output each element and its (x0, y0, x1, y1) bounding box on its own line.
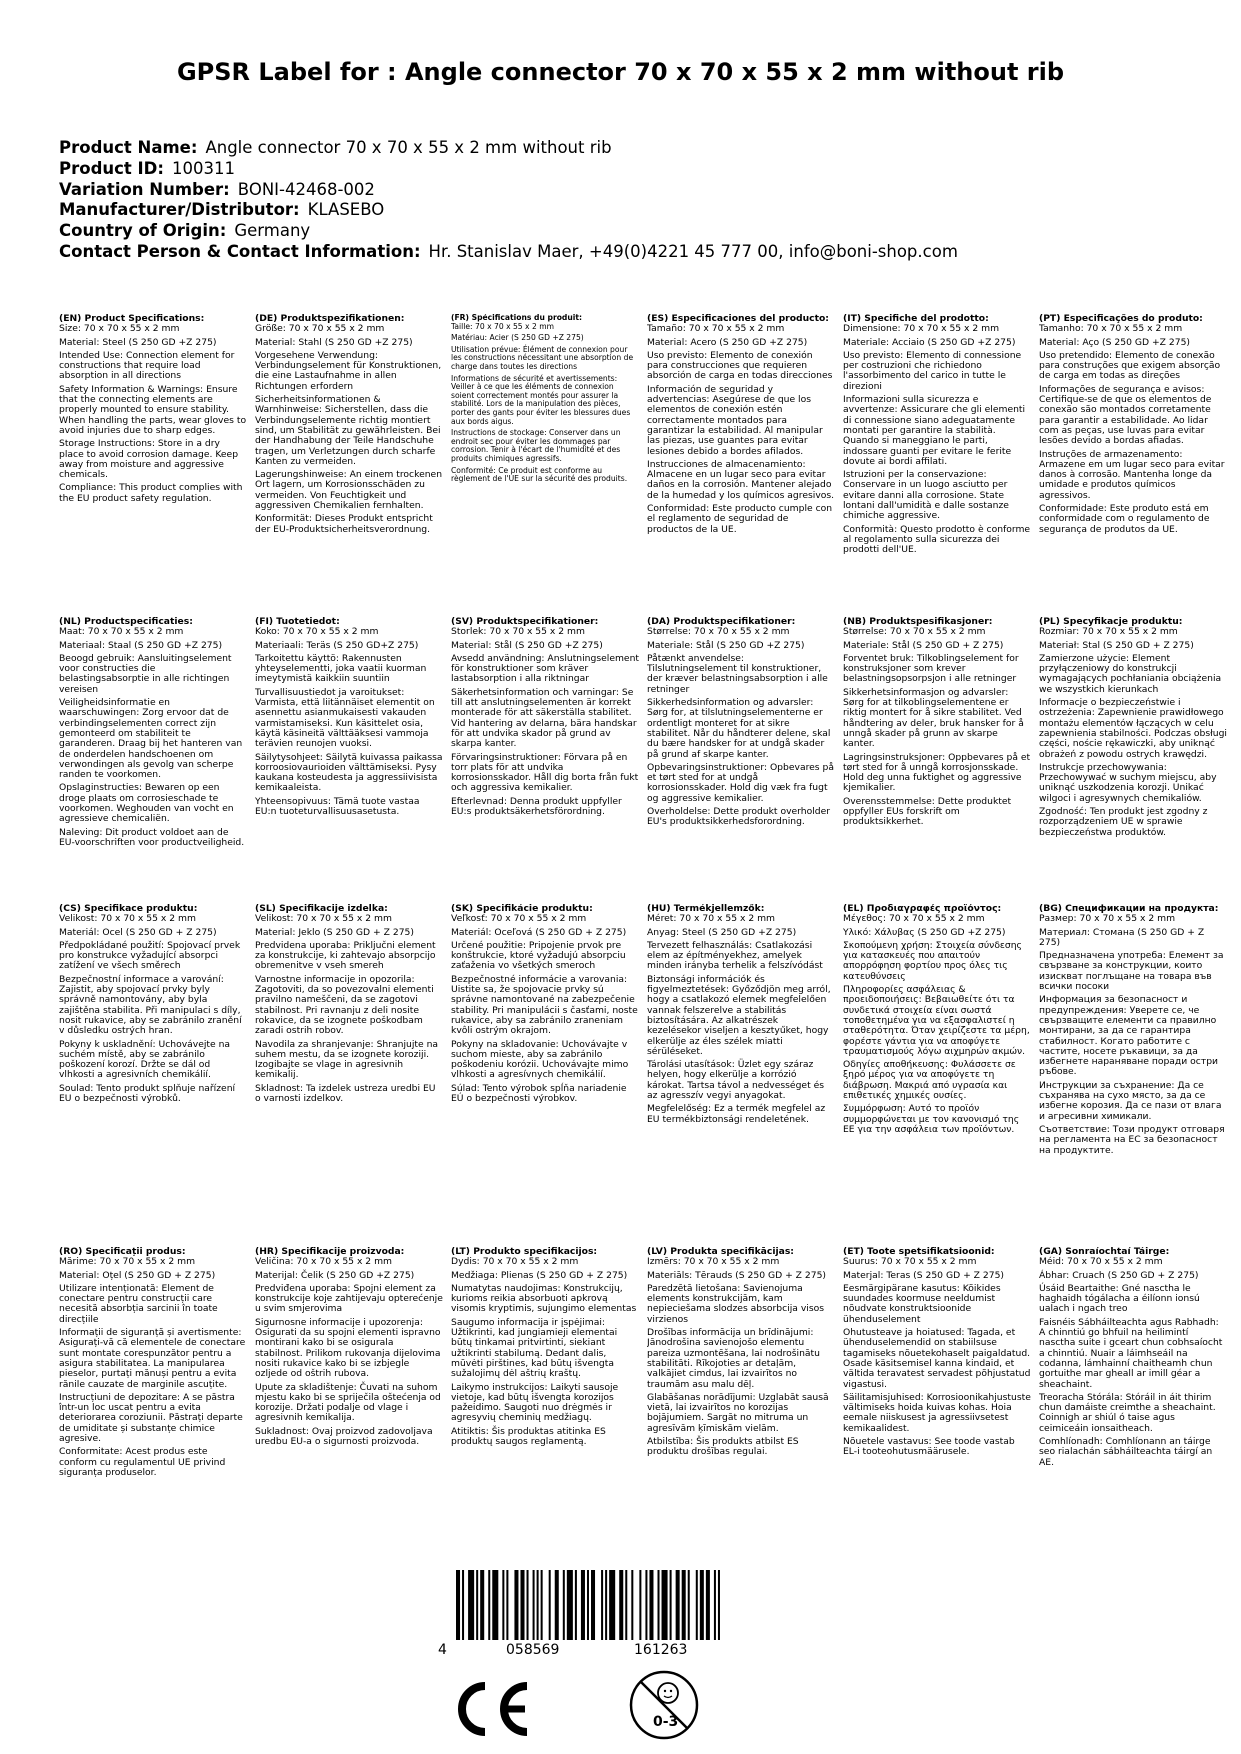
spec-paragraph: Material: Aço (S 250 GD +Z 275) (1039, 336, 1190, 348)
spec-paragraph: Material: Jeklo (S 250 GD + Z 275) (255, 926, 414, 938)
barcode-bar (649, 1570, 653, 1640)
spec-heading: (DA) Produktspecifikationer: (647, 617, 796, 627)
spec-block-sl (255, 904, 443, 1244)
barcode-bars (456, 1570, 724, 1640)
spec-paragraph: Size: 70 x 70 x 55 x 2 mm (59, 323, 180, 335)
info-label: Variation Number: (59, 179, 230, 199)
spec-paragraph: Určené použitie: Pripojenie prvok pre konštrukcie, ktoré vyžadujú absorpciu zaťaženia vo všetkých smeroch (451, 939, 626, 972)
spec-paragraph: Información de seguridad y advertencias: Asegúrese de que los elementos de conexión estén correctamente montados para garantizar la estabilidad. Al manipular las piezas, use guantes para evitar lesiones debido a bordes afilados. (647, 383, 823, 457)
spec-paragraph: Zamierzone użycie: Element przyłączeniowy do konstrukcji wymagających pochłaniania obciążenia we wszystkich kierunkach (1039, 652, 1222, 695)
ce-mark-icon (455, 1680, 533, 1738)
spec-block-lv (647, 1247, 835, 1557)
spec-paragraph: Lagringsinstruksjoner: Oppbevares på et tørt sted for å unngå korrosjonsskade. Hold deg unna fuktighet og aggressive kjemikalier. (843, 751, 1031, 794)
spec-paragraph: Instruções de armazenamento: Armazene em um lugar seco para evitar danos à corrosão. Mantenha longe da umidade e produtos químicos agressivos. (1039, 448, 1225, 501)
spec-heading: (SV) Produktspecifikationer: (451, 617, 599, 627)
spec-paragraph: Dydis: 70 x 70 x 55 x 2 mm (451, 1256, 579, 1268)
spec-paragraph: Storage Instructions: Store in a dry place to avoid corrosion damage. Keep away from moisture and aggressive chemicals. (59, 438, 239, 481)
info-value: KLASEBO (307, 200, 385, 220)
spec-paragraph: Säilitamisjuhised: Korrosioonikahjustuste vältimiseks hoida kuivas kohas. Hoia eemale niiskusest ja agressiivsetest kemikaalidest. (843, 1391, 1031, 1434)
spec-paragraph: Eesmärgipärane kasutus: Kõikides suundades koormuse neeldumist nõudvate konstruktsioonide ühenduselement (843, 1282, 1001, 1325)
barcode-bar (480, 1570, 484, 1640)
spec-paragraph: Atbilstība: Šis produkts atbilst ES produktu drošības regulai. (647, 1436, 799, 1458)
info-value: Angle connector 70 x 70 x 55 x 2 mm without rib (205, 138, 612, 157)
barcode-bar (492, 1570, 498, 1640)
spec-heading: (BG) Спецификации на продукта: (1039, 904, 1219, 914)
spec-paragraph: Größe: 70 x 70 x 55 x 2 mm (255, 323, 385, 335)
spec-paragraph: Anyag: Steel (S 250 GD +Z 275) (647, 926, 797, 938)
spec-paragraph: Съответствие: Този продукт отговаря на регламента на ЕС за безопасност на продуктите. (1039, 1123, 1225, 1156)
spec-paragraph: Istruzioni per la conservazione: Conservare in un luogo asciutto per evitare danni alla corrosione. State lontani dall'umidità e dalle sostanze chimiche aggressive. (843, 469, 1009, 522)
spec-paragraph: Overholdelse: Dette produkt overholder EU's produktsikkerhedsforordning. (647, 806, 831, 828)
spec-paragraph: Materiaal: Staal (S 250 GD +Z 275) (59, 639, 223, 651)
barcode-bar (567, 1570, 573, 1640)
barcode-digit-prefix: 4 (438, 1642, 447, 1658)
barcode-bar (520, 1570, 524, 1640)
spec-heading: (LT) Produkto specifikacijos: (451, 1247, 598, 1257)
spec-paragraph: Mărime: 70 x 70 x 55 x 2 mm (59, 1256, 196, 1268)
spec-block-fi (255, 617, 443, 901)
spec-paragraph: Vorgesehene Verwendung: Verbindungselement für Konstruktionen, die eine Lastaufnahme in allen Richtungen erfordern (255, 349, 442, 392)
spec-paragraph: Drošības informācija un brīdinājumi: Jānodrošina savienojošo elementu pareiza uzmontēšana, lai nodrošinātu stabilitāti. Rīkojoties ar detaļām, valkājiet cimdus, lai izvairītos no traumām asu malu dēļ. (647, 1327, 820, 1390)
spec-heading: (CS) Specifikace produktu: (59, 904, 198, 914)
spec-heading: (EN) Product Specifications: (59, 314, 205, 324)
age-label: 0-3 (653, 1714, 679, 1730)
spec-paragraph: Předpokládané použití: Spojovací prvek pro konstrukce vyžadující absorpci zatížení ve všech směrech (59, 939, 241, 972)
barcode-bar (631, 1570, 633, 1640)
spec-paragraph: Material: Acero (S 250 GD +Z 275) (647, 336, 808, 348)
spec-paragraph: Velikost: 70 x 70 x 55 x 2 mm (255, 913, 392, 925)
spec-paragraph: Treoracha Stórála: Stóráil in áit thirim chun damáiste creimthe a sheachaint. Coinnigh ar shiúl ó taise agus ceimiceáin ionsaitheach. (1039, 1391, 1216, 1434)
spec-paragraph: Sigurnosne informacije i upozorenja: Osigurati da su spojni elementi ispravno montirani kako bi se osigurala stabilnost. Prilikom rukovanja dijelovima nositi rukavice kako bi se izbjegle ozljede od oštrih rubova. (255, 1316, 441, 1380)
spec-heading: (NL) Productspecificaties: (59, 617, 193, 627)
barcode-bar (555, 1570, 559, 1640)
spec-heading: (LV) Produkta specifikācijas: (647, 1247, 794, 1257)
spec-paragraph: Safety Information & Warnings: Ensure that the connecting elements are properly mounted to ensure stability. When handling the parts, wear gloves to avoid injuries due to sharp edges. (59, 383, 247, 436)
spec-paragraph: Zgodność: Ten produkt jest zgodny z rozporządzeniem UE w sprawie bezpieczeństwa produktów. (1039, 806, 1208, 838)
spec-heading: (GA) Sonraíochtaí Táirge: (1039, 1247, 1170, 1257)
spec-heading: (PL) Specyfikacje produktu: (1039, 617, 1183, 627)
spec-paragraph: Intended Use: Connection element for constructions that require load absorption in all directions (59, 349, 235, 382)
spec-paragraph: Ábhar: Cruach (S 250 GD + Z 275) (1039, 1269, 1199, 1281)
spec-paragraph: Veiligheidsinformatie en waarschuwingen: Zorg ervoor dat de verbindingselementen correct zijn gemonteerd om stabiliteit te garanderen. Draag bij het hanteren van de onderdelen handschoenen om verwondingen als gevolg van scherpe randen te voorkomen. (59, 697, 243, 781)
spec-paragraph: Πληροφορίες ασφάλειας & προειδοποιήσεις: Βεβαιωθείτε ότι τα συνδετικά στοιχεία είναι σωστά τοποθετημένα για να εξασφαλιστεί η σταθερότητα. Όταν χειρίζεστε τα μέρη, φορέστε γάντια για να αποφύγετε τραυματισμούς λόγω αιχμηρών ακμών. (843, 984, 1030, 1057)
spec-block-pt (1039, 314, 1227, 614)
spec-paragraph: Предназначена употреба: Елемент за свързване за конструкции, които изискват поглъщане на товара във всички посоки (1039, 950, 1224, 993)
spec-paragraph: Medžiaga: Plienas (S 250 GD + Z 275) (451, 1269, 628, 1281)
spec-paragraph: Säilytysohjeet: Säilytä kuivassa paikassa korroosiovaurioiden välttämiseksi. Pysy kaukana kosteudesta ja aggressiivisista kemikaaleista. (255, 751, 443, 794)
spec-paragraph: Laikymo instrukcijos: Laikyti sausoje vietoje, kad būtų išvengta korozijos pažeidimo. Saugoti nuo drėgmės ir agresyvių cheminių medžiagų. (451, 1381, 619, 1424)
spec-paragraph: Izmērs: 70 x 70 x 55 x 2 mm (647, 1256, 780, 1268)
info-value: BONI-42468-002 (237, 179, 375, 199)
spec-paragraph: Informations de sécurité et avertissements: Veiller à ce que les éléments de connexion soient correctement montés pour assurer la stabilité. Lors de la manipulation des pièces, porter des gants pour éviter les blessures dues aux bords aigus. (451, 373, 631, 426)
spec-paragraph: Tarkoitettu käyttö: Rakennusten yhteyselementti, joka vaatii kuorman imeytymistä kaikkiin suuntiin (255, 652, 427, 685)
spec-paragraph: Opbevaringsinstruktioner: Opbevares på et tørt sted for at undgå korrosionsskader. Hold dig væk fra fugt og aggressive kemikalier. (647, 761, 834, 804)
spec-paragraph: Beoogd gebruik: Aansluitingselement voor constructies die belastingsabsorptie in alle richtingen vereisen (59, 652, 232, 695)
spec-heading: (IT) Specifiche del prodotto: (843, 314, 989, 324)
spec-paragraph: Conformité: Ce produit est conforme au règlement de l'UE sur la sécurité des produits. (451, 465, 628, 484)
spec-heading: (ES) Especificaciones del producto: (647, 314, 829, 324)
barcode-bar (591, 1570, 595, 1640)
spec-paragraph: Säkerhetsinformation och varningar: Se till att anslutningselementen är korrekt monterade för att säkerställa stabilitet. Vid hantering av delarna, bära handskar för att undvika skador på grund av skarpa kanter. (451, 686, 637, 750)
spec-paragraph: Veličina: 70 x 70 x 55 x 2 mm (255, 1256, 392, 1268)
spec-paragraph: Tamaño: 70 x 70 x 55 x 2 mm (647, 323, 785, 335)
info-value: 100311 (171, 158, 235, 178)
info-row (59, 200, 1189, 221)
info-label: Product Name: (59, 138, 198, 157)
spec-paragraph: Tervezett felhasználás: Csatlakozási elem az építményekhez, amelyek minden irányba terhelik a felszívódást (647, 939, 823, 972)
spec-block-pl (1039, 617, 1227, 901)
not-for-children-icon (628, 1669, 700, 1741)
spec-paragraph: Naleving: Dit product voldoet aan de EU-voorschriften voor productveiligheid. (59, 826, 245, 848)
spec-block-it (843, 314, 1031, 614)
spec-heading: (PT) Especificações do produto: (1039, 314, 1203, 324)
product-info (59, 138, 1189, 263)
spec-paragraph: Conformidade: Este produto está em conformidade com o regulamento de segurança de produtos da UE. (1039, 503, 1210, 535)
barcode-bar (609, 1570, 615, 1640)
spec-paragraph: Pokyny na skladovanie: Uchovávajte v suchom mieste, aby sa zabránilo poškodeniu korózii. Uchovávajte mimo vlhkosti a agresívnych chemikálií. (451, 1038, 629, 1081)
info-row (59, 221, 1189, 242)
spec-paragraph: Skladnost: Ta izdelek ustreza uredbi EU o varnosti izdelkov. (255, 1082, 436, 1105)
spec-paragraph: Инструкции за съхранение: Да се съхранява на сухо място, за да се избегне корозия. Да се пази от влага и агресивни химикали. (1039, 1079, 1222, 1122)
barcode-bar (533, 1570, 535, 1640)
barcode-bar (476, 1570, 478, 1640)
barcode-bar (662, 1570, 668, 1640)
spec-paragraph: Uso previsto: Elemento di connessione per costruzioni che richiedono l'assorbimento del carico in tutte le direzioni (843, 349, 1022, 392)
spec-heading: (HU) Termékjellemzők: (647, 904, 765, 914)
spec-paragraph: Informații de siguranță și avertismente: Asigurați-vă că elementele de conectare sunt montate corespunzător pentru a asigura stabilitatea. La manipularea pieselor, purtați mănuși pentru a evita rănile cauzate de marginile ascuțite. (59, 1327, 246, 1390)
spec-paragraph: Συμμόρφωση: Αυτό το προϊόν συμμορφώνεται με τον κανονισμό της ΕΕ για την ασφάλεια των προϊόντων. (843, 1103, 1020, 1135)
barcode-bar (462, 1570, 464, 1640)
spec-paragraph: Uso previsto: Elemento de conexión para construcciones que requieren absorción de carga en todas direcciones (647, 349, 833, 382)
barcode-bar (549, 1570, 551, 1640)
barcode (438, 1570, 738, 1662)
spec-paragraph: Οδηγίες αποθήκευσης: Φυλάσσετε σε ξηρό μέρος για να αποφύγετε τη διάβρωση. Μακριά από υγρασία και επιθετικές χημικές ουσίες. (843, 1059, 1016, 1102)
spec-paragraph: Faisnéis Sábháilteachta agus Rabhadh: A chinntiú go bhfuil na heilimintí nasctha suite i gceart chun cobhsaíocht a chinntiú. Nuair a láimhseáil na codanna, lámhainní chaitheamh chun gortuithe mar gheall ar imill géar a sheachaint. (1039, 1316, 1223, 1390)
spec-paragraph: Materiāls: Tērauds (S 250 GD + Z 275) (647, 1269, 827, 1281)
spec-paragraph: Sikkerhetsinformasjon og advarsler: Sørg for at tilkoblingselementene er riktig montert for å sikre stabilitet. Ved håndtering av deler, bruk hansker for å unngå skader på grunn av skarpe kanter. (843, 686, 1024, 750)
spec-paragraph: Materiale: Stål (S 250 GD +Z 275) (647, 639, 805, 651)
spec-block-de (255, 314, 443, 614)
barcode-bar (696, 1570, 698, 1640)
spec-paragraph: Materiał: Stal (S 250 GD + Z 275) (1039, 639, 1194, 651)
barcode-bar (502, 1570, 504, 1640)
spec-paragraph: Material: Oțel (S 250 GD + Z 275) (59, 1269, 216, 1281)
spec-paragraph: Saugumo informacija ir įspėjimai: Užtikrinti, kad jungiamieji elementai būtų tinkamai pritvirtinti, siekiant užtikrinti stabilumą. Dedant dalis, mūvėti pirštines, kad būtų išvengta sužalojimų dėl aštrių kraštų. (451, 1316, 618, 1380)
barcode-bar (718, 1570, 720, 1640)
barcode-bar (488, 1570, 490, 1640)
spec-paragraph: Upute za skladištenje: Čuvati na suhom mjestu kako bi se spriječila oštećenja od korozije. Držati podalje od vlage i agresivnih kemikalija. (255, 1381, 441, 1424)
info-row (59, 159, 1189, 180)
spec-paragraph: Ohutusteave ja hoiatused: Tagada, et ühenduselemendid on stabiilsuse tagamiseks nõuetekohaselt paigaldatud. Osade käsitsemisel kanna kindaid, et vältida teravatest servadest põhjustatud vigastusi. (843, 1327, 1031, 1390)
barcode-bar (700, 1570, 704, 1640)
spec-paragraph: Compliance: This product complies with the EU product safety regulation. (59, 482, 243, 504)
spec-heading: (HR) Specifikacije proizvoda: (255, 1247, 405, 1257)
barcode-bar (676, 1570, 680, 1640)
spec-paragraph: Informazioni sulla sicurezza e avvertenze: Assicurare che gli elementi di connessione siano adeguatamente montati per garantire la stabilità. Quando si maneggiano le parti, indossare guanti per evitare le ferite dovute ai bordi affilati. (843, 394, 1026, 467)
barcode-bar (468, 1570, 474, 1640)
info-label: Country of Origin: (59, 221, 227, 241)
spec-paragraph: Размер: 70 x 70 x 55 x 2 mm (1039, 913, 1176, 925)
spec-heading: (EL) Προδιαγραφές προϊόντος: (843, 904, 1002, 914)
spec-paragraph: Yhteensopivuus: Tämä tuote vastaa EU:n tuoteturvallisuusasetusta. (255, 795, 420, 818)
barcode-bar (605, 1570, 607, 1640)
barcode-bar (639, 1570, 641, 1640)
spec-paragraph: Predvidena uporaba: Priključni element za konstrukcije, ki zahtevajo absorpcijo obremenitve v vseh smereh (255, 939, 436, 972)
spec-paragraph: Conformidad: Este producto cumple con el reglamento de seguridad de productos de la UE. (647, 503, 833, 535)
barcode-bar (688, 1570, 690, 1640)
spec-paragraph: Storlek: 70 x 70 x 55 x 2 mm (451, 626, 585, 638)
spec-paragraph: Instructions de stockage: Conserver dans un endroit sec pour éviter les dommages par corrosion. Tenir à l'écart de l'humidité et des produits chimiques agressifs. (451, 428, 621, 463)
spec-block-nl (59, 617, 247, 901)
spec-block-es (647, 314, 835, 614)
spec-paragraph: Förvaringsinstruktioner: Förvara på en torr plats för att undvika korrosionsskador. Håll dig borta från fukt och aggressiva kemikalier. (451, 751, 639, 794)
spec-paragraph: Påtænkt anvendelse: Tilslutningselement til konstruktioner, der kræver belastningsabsorption i alle retninger (647, 652, 828, 695)
spec-block-sv (451, 617, 639, 901)
spec-paragraph: Sicherheitsinformationen & Warnhinweise: Sicherstellen, dass die Verbindungselemente richtig montiert sind, um Stabilität zu gewährleisten. Bei der Handhabung der Teile Handschuhe tragen, um Verletzungen durch scharfe Kanten zu vermeiden. (255, 394, 441, 467)
spec-paragraph: Størrelse: 70 x 70 x 55 x 2 mm (843, 626, 986, 638)
spec-paragraph: Súlad: Tento výrobok spĺňa nariadenie EÚ o bezpečnosti výrobkov. (451, 1082, 627, 1105)
spec-paragraph: Tamanho: 70 x 70 x 55 x 2 mm (1039, 323, 1183, 335)
spec-block-bg (1039, 904, 1227, 1244)
barcode-digits-right: 161263 (634, 1642, 688, 1658)
spec-paragraph: Conformità: Questo prodotto è conforme al regolamento sulla sicurezza dei prodotti dell'UE. (843, 523, 1031, 556)
spec-paragraph: Varnostne informacije in opozorila: Zagotoviti, da so povezovalni elementi pravilno nameščeni, da se zagotovi stabilnost. Pri ravnanju z deli nosite rokavice, da se izognete poškodbam zaradi ostrih robov. (255, 973, 434, 1037)
spec-block-sk (451, 904, 639, 1244)
spec-paragraph: Glabāšanas norādījumi: Uzglabāt sausā vietā, lai izvairītos no korozijas bojājumiem. Sargāt no mitruma un agresīvām ķīmiskām vielām. (647, 1391, 829, 1434)
spec-paragraph: Informações de segurança e avisos: Certifique-se de que os elementos de conexão são montados corretamente para garantir a estabilidade. Ao lidar com as peças, use luvas para evitar lesões devido a bordas afiadas. (1039, 383, 1212, 447)
info-row (59, 180, 1189, 201)
spec-block-hu (647, 904, 835, 1244)
spec-block-ro (59, 1247, 247, 1557)
spec-paragraph: Konformität: Dieses Produkt entspricht der EU-Produktsicherheitsverordnung. (255, 513, 433, 535)
spec-paragraph: Materiale: Acciaio (S 250 GD +Z 275) (843, 336, 1016, 348)
spec-paragraph: Utilizare intenționată: Element de conectare pentru construcții care necesită absorbția sarcinii în toate direcțiile (59, 1282, 218, 1325)
barcode-digits-left: 058569 (506, 1642, 560, 1658)
spec-paragraph: Taille: 70 x 70 x 55 x 2 mm (451, 321, 555, 331)
spec-heading: (FR) Spécifications du produit: (451, 314, 583, 322)
spec-paragraph: Material: Stahl (S 250 GD +Z 275) (255, 336, 413, 348)
spec-paragraph: Nõuetele vastavus: See toode vastab EL-i tooteohutusmäärusele. (843, 1436, 1015, 1458)
spec-paragraph: Sikkerhedsinformation og advarsler: Sørg for, at tilslutningselementerne er ordentligt monteret for at sikre stabilitet. Når du håndterer delene, skal du bære handsker for at undgå skader på grund af skarpe kanter. (647, 697, 831, 760)
spec-heading: (SL) Specifikacije izdelka: (255, 904, 388, 914)
barcode-bar (658, 1570, 660, 1640)
spec-block-fr (451, 314, 639, 614)
spec-paragraph: Comhlíonadh: Comhlíonann an táirge seo rialachán sábháilteachta táirgí an AE. (1039, 1436, 1213, 1468)
spec-paragraph: Dimensione: 70 x 70 x 55 x 2 mm (843, 323, 1000, 335)
spec-paragraph: Avsedd användning: Anslutningselement för konstruktioner som kräver lastabsorption i alla riktningar (451, 652, 639, 685)
spec-paragraph: Instrukcje przechowywania: Przechowywać w suchym miejscu, aby uniknąć uszkodzenia korozji. Unikać wilgoci i agresywnych chemikaliów. (1039, 761, 1217, 804)
spec-paragraph: Instrucțiuni de depozitare: A se păstra într-un loc uscat pentru a evita deteriorarea coroziunii. Păstrați departe de umiditate și substanțe chimice agresive. (59, 1391, 243, 1445)
spec-heading: (ET) Toote spetsifikatsioonid: (843, 1247, 995, 1257)
barcode-bar (514, 1570, 518, 1640)
spec-paragraph: Méret: 70 x 70 x 55 x 2 mm (647, 913, 775, 925)
spec-paragraph: Matériau: Acier (S 250 GD +Z 275) (451, 333, 584, 343)
spec-block-nb (843, 617, 1031, 901)
spec-paragraph: Méid: 70 x 70 x 55 x 2 mm (1039, 1256, 1163, 1268)
spec-paragraph: Overensstemmelse: Dette produktet oppfyller EUs forskrift om produktsikkerhet. (843, 795, 1012, 828)
spec-paragraph: Turvallisuustiedot ja varoitukset: Varmista, että liitännäiset elementit on asennettu asianmukaisesti vakauden varmistamiseksi. Kun käsittelet osia, käytä käsineitä välttääksesi vammoja terävien reunojen vuoksi. (255, 686, 435, 750)
spec-heading: (RO) Specificații produs: (59, 1247, 186, 1257)
barcode-bar (601, 1570, 603, 1640)
spec-heading: (SK) Špecifikácie produktu: (451, 904, 593, 914)
spec-paragraph: Efterlevnad: Denna produkt uppfyller EU:s produktsäkerhetsförordning. (451, 795, 622, 818)
spec-paragraph: Materijal: Čelik (S 250 GD +Z 275) (255, 1269, 415, 1281)
spec-paragraph: Bezpečnostné informácie a varovania: Uistite sa, že spojovacie prvky sú správne namontované na zabezpečenie stability. Pri manipulácii s časťami, noste rukavice, aby sa zabránilo zraneniam kvôli ostrým okrajom. (451, 973, 638, 1037)
spec-block-cs (59, 904, 247, 1244)
spec-block-lt (451, 1247, 639, 1557)
spec-paragraph: Materiale: Stål (S 250 GD + Z 275) (843, 639, 1004, 651)
spec-paragraph: Opslaginstructies: Bewaren op een droge plaats om corrosieschade te voorkomen. Weghouden van vocht en agressieve chemicaliën. (59, 782, 234, 825)
spec-paragraph: Pokyny k uskladnění: Uchovávejte na suchém místě, aby se zabránilo poškození korozí. Držte se dál od vlhkosti a agresivních chemikálií. (59, 1038, 231, 1081)
page-title: GPSR Label for : Angle connector 70 x 70 x 55 x 2 mm without rib (176, 58, 1065, 86)
spec-paragraph: Utilisation prévue: Élément de connexion pour les constructions nécessitant une absorption de charge dans toutes les directions (451, 344, 634, 371)
spec-paragraph: Velikost: 70 x 70 x 55 x 2 mm (59, 913, 196, 925)
barcode-bar (537, 1570, 539, 1640)
barcode-bar (581, 1570, 585, 1640)
barcode-bar (625, 1570, 627, 1640)
spec-paragraph: Soulad: Tento produkt splňuje nařízení EU o bezpečnosti výrobků. (59, 1082, 236, 1105)
spec-paragraph: Materiál: Oceľová (S 250 GD + Z 275) (451, 926, 627, 938)
spec-paragraph: Материал: Стомана (S 250 GD + Z 275) (1039, 926, 1205, 948)
spec-paragraph: Material: Stål (S 250 GD +Z 275) (451, 639, 603, 651)
spec-block-et (843, 1247, 1031, 1557)
spec-paragraph: Materiál: Ocel (S 250 GD + Z 275) (59, 926, 217, 938)
spec-paragraph: Koko: 70 x 70 x 55 x 2 mm (255, 626, 379, 638)
spec-paragraph: Rozmiar: 70 x 70 x 55 x 2 mm (1039, 626, 1178, 638)
barcode-bar (619, 1570, 623, 1640)
spec-block-el (843, 904, 1031, 1244)
spec-paragraph: Materiaali: Teräs (S 250 GD+Z 275) (255, 639, 419, 651)
spec-paragraph: Atitiktis: Šis produktas atitinka ES produktų saugos reglamentą. (451, 1425, 606, 1448)
spec-paragraph: Lagerungshinweise: An einem trockenen Ort lagern, um Korrosionsschäden zu vermeiden. Von Feuchtigkeit und aggressiven Chemikalien fernhalten. (255, 469, 443, 512)
info-label: Product ID: (59, 158, 164, 178)
spec-paragraph: Megfelelőség: Ez a termék megfelel az EU termékbiztonsági rendeletének. (647, 1103, 826, 1125)
spec-paragraph: Информация за безопасност и предупреждения: Уверете се, че свързващите елементи са правилно монтирани, за да се гарантира стабилност. Когато работите с частите, носете ръкавици, за да избегнете нараняване поради остри ръбове. (1039, 994, 1219, 1078)
spec-paragraph: Suurus: 70 x 70 x 55 x 2 mm (843, 1256, 977, 1268)
info-label: Contact Person & Contact Information: (59, 241, 421, 261)
barcode-bar (645, 1570, 647, 1640)
spec-paragraph: Numatytas naudojimas: Konstrukcijų, kurioms reikia absorbuoti apkrovą visomis kryptimis, sujungimo elementas (451, 1282, 637, 1315)
spec-paragraph: Størrelse: 70 x 70 x 55 x 2 mm (647, 626, 790, 638)
barcode-bar (714, 1570, 716, 1640)
spec-paragraph: Veľkosť: 70 x 70 x 55 x 2 mm (451, 913, 587, 925)
info-value: Hr. Stanislav Maer, +49(0)4221 45 777 00, info@boni-shop.com (428, 241, 958, 261)
barcode-bar (527, 1570, 529, 1640)
spec-block-en (59, 314, 247, 614)
spec-paragraph: Σκοπούμενη χρήση: Στοιχεία σύνδεσης για κατασκευές που απαιτούν απορρόφηση φορτίου προς όλες τις κατευθύνσεις (843, 939, 1022, 982)
spec-paragraph: Úsáid Beartaithe: Gné nasctha le haghaidh tógálacha a éilíonn ionsú ualach i ngach treo (1039, 1282, 1200, 1315)
barcode-bar (563, 1570, 565, 1640)
barcode-bar (541, 1570, 543, 1640)
barcode-bar (506, 1570, 508, 1640)
barcode-bar (682, 1570, 686, 1640)
barcode-bar (670, 1570, 672, 1640)
spec-paragraph: Bezpečnostní informace a varování: Zajistit, aby spojovací prvky byly správně namontovány, aby byla zajištěna stabilita. Při manipulaci s díly, nosit rukavice, aby se zabránilo zranění v důsledku ostrých hran. (59, 973, 242, 1037)
info-value: Germany (234, 221, 311, 241)
spec-paragraph: Υλικό: Χάλυβας (S 250 GD +Z 275) (843, 926, 1006, 938)
spec-paragraph: Material: Steel (S 250 GD +Z 275) (59, 336, 217, 348)
spec-block-ga (1039, 1247, 1227, 1557)
info-row (59, 138, 1189, 159)
spec-paragraph: Uso pretendido: Elemento de conexão para construções que exigem absorção de carga em todas as direções (1039, 349, 1221, 382)
spec-paragraph: Maat: 70 x 70 x 55 x 2 mm (59, 626, 184, 638)
spec-heading: (DE) Produktspezifikationen: (255, 314, 405, 324)
spec-paragraph: Paredzētā lietošana: Savienojuma elements konstrukcijām, kam nepieciešama slodzes absorbcija visos virzienos (647, 1282, 825, 1325)
barcode-bar (706, 1570, 710, 1640)
spec-block-da (647, 617, 835, 901)
info-row (59, 242, 1189, 263)
barcode-bar (575, 1570, 577, 1640)
spec-paragraph: Forventet bruk: Tilkoblingselement for konstruksjoner som krever belastningsopsorpsjon i alle retninger (843, 652, 1019, 685)
spec-paragraph: Instrucciones de almacenamiento: Almacene en un lugar seco para evitar daños en la corrosión. Mantener alejado de la humedad y los químicos agresivos. (647, 458, 835, 501)
spec-heading: (NB) Produktspesifikasjoner: (843, 617, 993, 627)
spec-paragraph: Tárolási utasítások: Üzlet egy száraz helyen, hogy elkerülje a korrózió károkat. Tartsa távol a nedvességet és az agresszív vegyi anyagokat. (647, 1059, 825, 1102)
barcode-bar (587, 1570, 589, 1640)
spec-paragraph: Sukladnost: Ovaj proizvod zadovoljava uredbu EU-a o sigurnosti proizvoda. (255, 1425, 433, 1448)
spec-heading: (FI) Tuotetiedot: (255, 617, 340, 627)
spec-paragraph: Navodila za shranjevanje: Shranjujte na suhem mestu, da se izognete koroziji. Izogibajte se vlage in agresivnih kemikalij. (255, 1038, 439, 1081)
spec-paragraph: Biztonsági információk és figyelmeztetések: Győződjön meg arról, hogy a csatlakozó elemek megfelelően vannak felszerelve a stabilitás biztosítására. Az alkatrészek kezelésekor viseljen a kesztyűket, hogy elkerülje az éles szélek miatti sérüléseket. (647, 973, 831, 1057)
spec-paragraph: Μέγεθος: 70 x 70 x 55 x 2 mm (843, 913, 985, 925)
spec-paragraph: Materjal: Teras (S 250 GD + Z 275) (843, 1269, 1005, 1281)
spec-paragraph: Predviđena uporaba: Spojni element za konstrukcije koje zahtijevaju opterećenje u svim smjerovima (255, 1282, 443, 1315)
barcode-bar (456, 1570, 460, 1640)
spec-paragraph: Informacje o bezpieczeństwie i ostrzeżenia: Zapewnienie prawidłowego montażu elementów łączących w celu zapewnienia stabilności. Podczas obsługi części, noście rękawiczki, aby uniknąć obrażeń z powodu ostrych krawędzi. (1039, 697, 1227, 760)
spec-block-hr (255, 1247, 443, 1557)
spec-paragraph: Conformitate: Acest produs este conform cu regulamentul UE privind siguranța produselor. (59, 1446, 226, 1478)
info-label: Manufacturer/Distributor: (59, 200, 300, 220)
